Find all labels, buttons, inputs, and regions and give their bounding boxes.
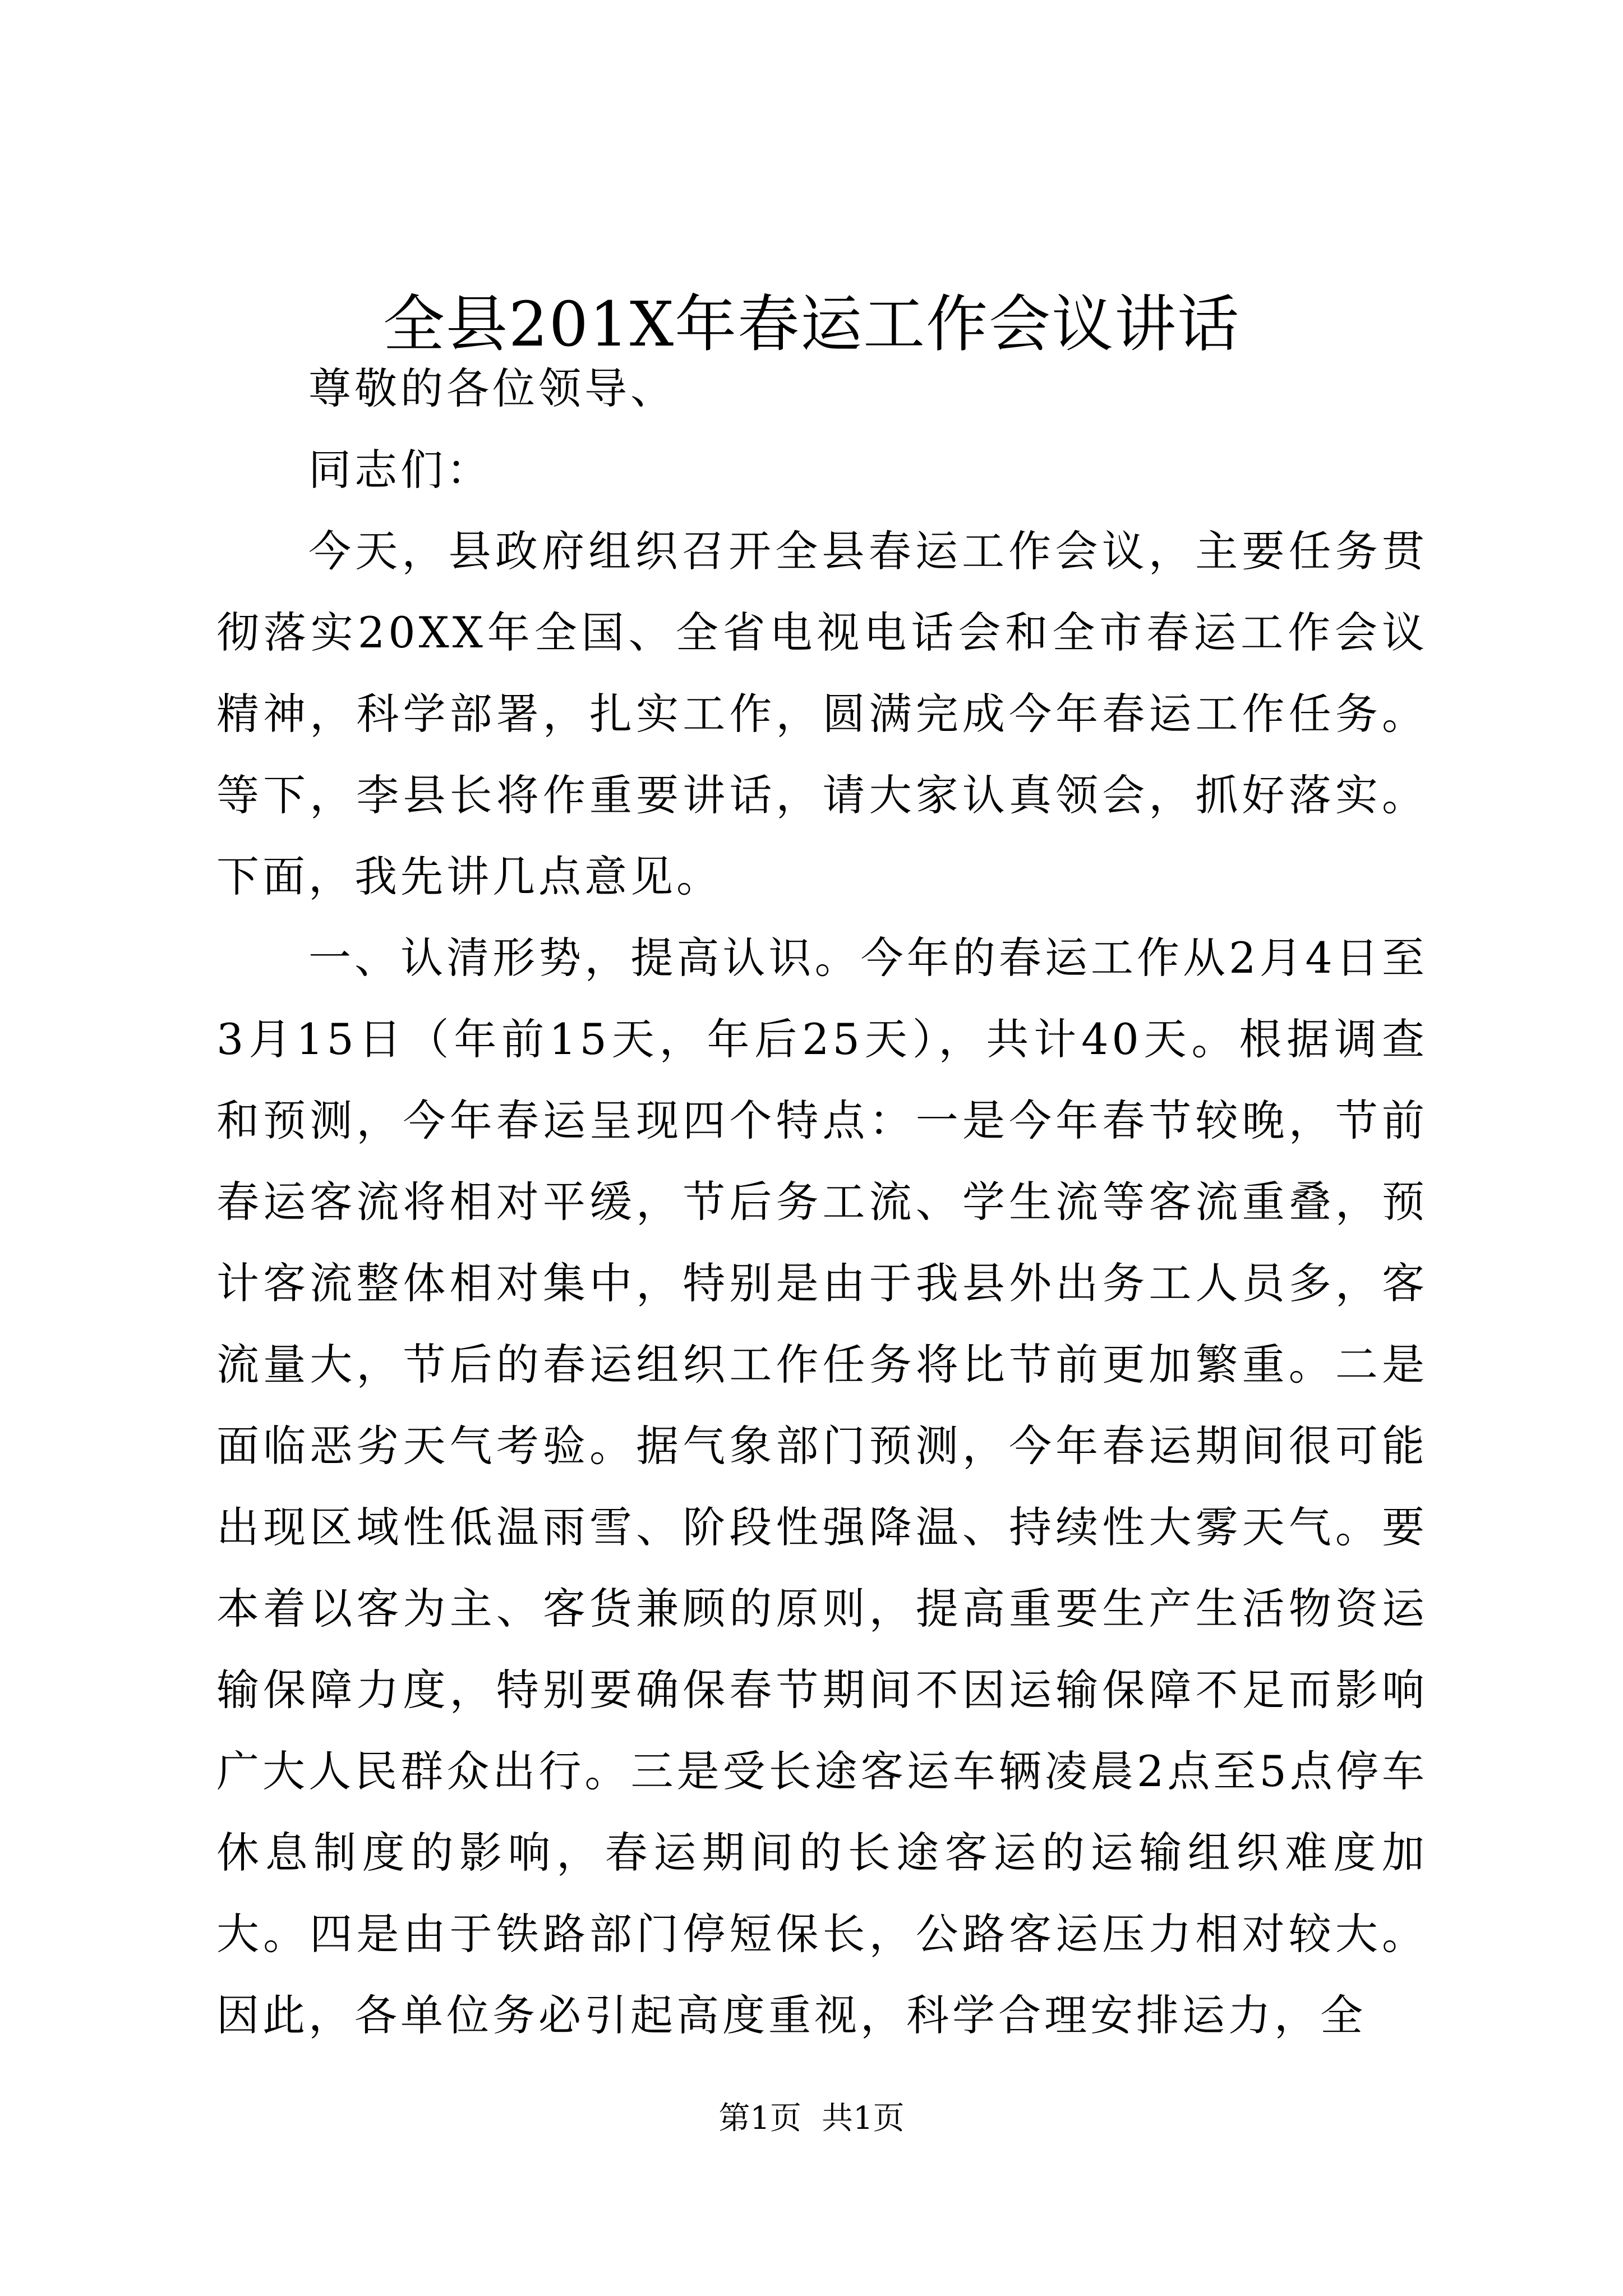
page-footer (0, 2099, 1623, 2138)
document-body (216, 348, 1428, 2056)
page-total: 共1页 (822, 2100, 905, 2137)
salutation-line-1: 尊敬的各位领导、 (308, 364, 676, 413)
body-paragraph-intro: 今天，县政府组织召开全县春运工作会议，主要任务贯彻落实20XX年全国、全省电视电话会和全市春运工作会议精神，科学部署，扎实工作，圆满完成今年春运工作任务。等下，李县长将作重要讲话，请大家认真领会，抓好落实。下面，我先讲几点意见。 (216, 526, 1428, 901)
body-paragraph-section-1: 一、认清形势，提高认识。今年的春运工作从2月4日至3月15日（年前15天，年后25天），共计40天。根据调查和预测，今年春运呈现四个特点：一是今年春节较晚，节前春运客流将相对平缓，节后务工流、学生流等客流重叠，预计客流整体相对集中，特别是由于我县外出务工人员多，客流量大，节后的春运组织工作任务将比节前更加繁重。二是面临恶劣天气考验。据气象部门预测，今年春运期间很可能出现区域性低温雨雪、阶段性强降温、持续性大雾天气。要本着以客为主、客货兼顾的原则，提高重要生产生活物资运输保障力度，特别要确保春节期间不因运输保障不足而影响广大人民群众出行。三是受长途客运车辆凌晨2点至5点停车休息制度的影响，春运期间的长途客运的运输组织难度加大。四是由于铁路部门停短保长，公路客运压力相对较大。因此，各单位务必引起高度重视，科学合理安排运力，全 (216, 933, 1428, 2040)
page-number: 第1页 (718, 2100, 801, 2137)
document-title: 全县201X年春运工作会议讲话 (382, 288, 1241, 360)
salutation-line-2: 同志们： (308, 445, 492, 495)
